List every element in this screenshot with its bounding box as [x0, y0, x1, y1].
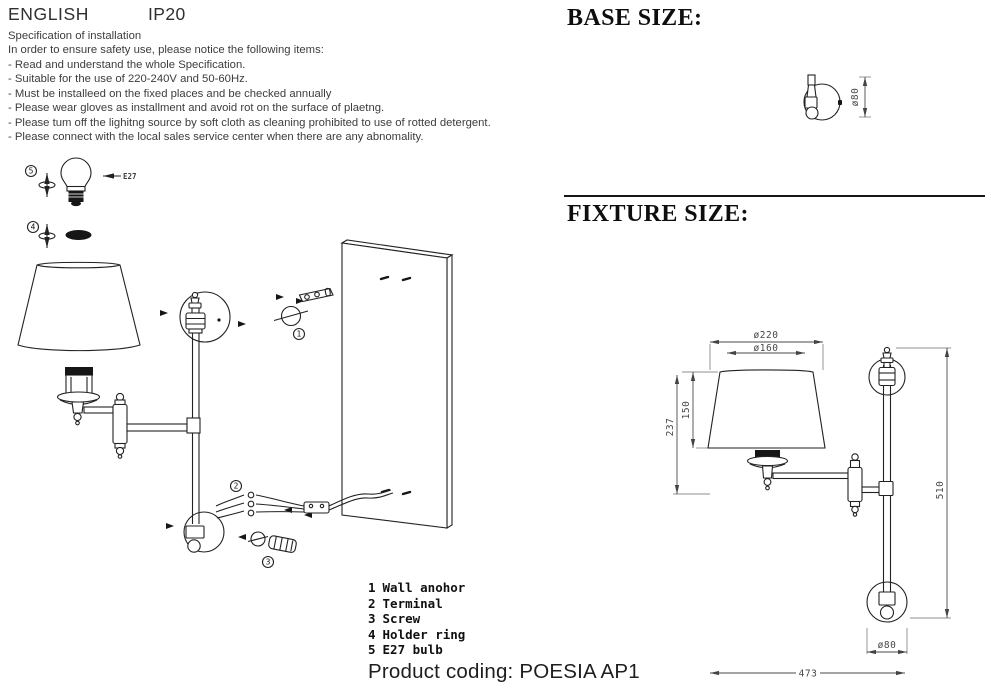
- section-divider: [564, 195, 985, 197]
- spec-item: - Please connect with the local sales service center when there are any abnomality.: [8, 131, 424, 144]
- lamp-shade-drawing: [18, 262, 140, 350]
- marker-number: 5: [28, 166, 34, 176]
- svg-text:237: 237: [665, 417, 676, 437]
- parts-list: [368, 580, 465, 658]
- dim-width: [710, 669, 905, 680]
- ip-rating-label: IP20: [148, 4, 186, 24]
- part-name: Wall anohor: [382, 580, 466, 595]
- dim-height: [896, 348, 951, 618]
- svg-text:ø80: ø80: [877, 640, 897, 651]
- spec-item: - Suitable for the use of 220-240V and 50-60Hz.: [8, 73, 248, 86]
- marker-number: 3: [265, 557, 271, 567]
- dim-drop: [665, 375, 710, 494]
- part-row: [368, 596, 465, 612]
- base-diameter-dimension: [850, 77, 871, 117]
- fixture-arm: [773, 454, 893, 516]
- language-label: ENGLISH: [8, 4, 90, 24]
- part-row: [368, 627, 465, 643]
- installation-diagram: [0, 148, 470, 590]
- dim-base-diameter: ø80: [850, 87, 861, 107]
- part-name: Terminal: [382, 595, 443, 611]
- screw-drawing: [248, 532, 297, 553]
- part-name: Holder ring: [382, 626, 466, 642]
- rotation-arrow-icon: [39, 173, 55, 197]
- part-num: 5: [368, 642, 376, 658]
- wall-anchor-drawing: [274, 307, 308, 326]
- dim-shade-top: [727, 343, 805, 354]
- marker-number: 1: [296, 329, 302, 339]
- step-marker-holder-ring: [28, 222, 39, 233]
- marker-number: 4: [30, 222, 36, 232]
- part-num: 3: [368, 611, 376, 627]
- part-row: [368, 611, 465, 627]
- spec-title: Specification of installation: [8, 30, 142, 42]
- svg-text:150: 150: [681, 400, 692, 420]
- spec-item: - Please tum off the lighitng source by soft cloth as cleaning prohibited to use of rotted detergent.: [8, 116, 491, 129]
- product-coding: Product coding: POESIA AP1: [368, 660, 640, 683]
- marker-number: 2: [233, 481, 239, 491]
- step-marker-wall-anchor: [294, 329, 305, 340]
- socket-drawing: [58, 367, 100, 425]
- bulb-icon: [61, 158, 91, 206]
- swing-arm-drawing: [84, 393, 187, 458]
- part-num: 1: [368, 580, 376, 595]
- dim-base: [867, 628, 907, 654]
- wall-pole-drawing: [180, 292, 230, 552]
- base-plate-drawing: [804, 75, 842, 120]
- part-row: [368, 642, 465, 658]
- fixture-shade: [708, 370, 825, 490]
- step-marker-screw: [263, 557, 274, 568]
- step-marker-bulb: [26, 166, 37, 177]
- base-size-drawing: [760, 60, 930, 140]
- fixture-size-title: FIXTURE SIZE:: [567, 201, 749, 227]
- mounting-bracket-drawing: [300, 288, 334, 301]
- e27-label: E27: [123, 172, 137, 181]
- fixture-size-drawing: [660, 320, 1000, 690]
- rotation-arrow-icon: [39, 224, 55, 248]
- part-num: 4: [368, 626, 376, 642]
- part-row: [368, 580, 465, 596]
- spec-item: - Please wear gloves as installment and avoid rot on the surface of plaetng.: [8, 102, 385, 115]
- part-name: Screw: [382, 611, 421, 627]
- wall-panel-drawing: [342, 240, 452, 528]
- holder-ring-icon: [66, 230, 92, 240]
- spec-block: [8, 29, 553, 145]
- spec-item: - Read and understand the whole Specification.: [8, 58, 246, 71]
- svg-text:473: 473: [798, 668, 818, 680]
- part-num: 2: [368, 595, 376, 611]
- svg-text:510: 510: [935, 480, 946, 500]
- base-size-title: BASE SIZE:: [567, 5, 703, 31]
- step-marker-terminal: [231, 481, 242, 492]
- part-name: E27 bulb: [382, 642, 443, 658]
- spec-item: - Must be installeed on the fixed places and be checked annually: [8, 87, 332, 100]
- svg-text:ø160: ø160: [753, 343, 779, 354]
- spec-intro: In order to ensure safety use, please notice the following items:: [8, 44, 324, 57]
- svg-text:ø220: ø220: [753, 330, 779, 341]
